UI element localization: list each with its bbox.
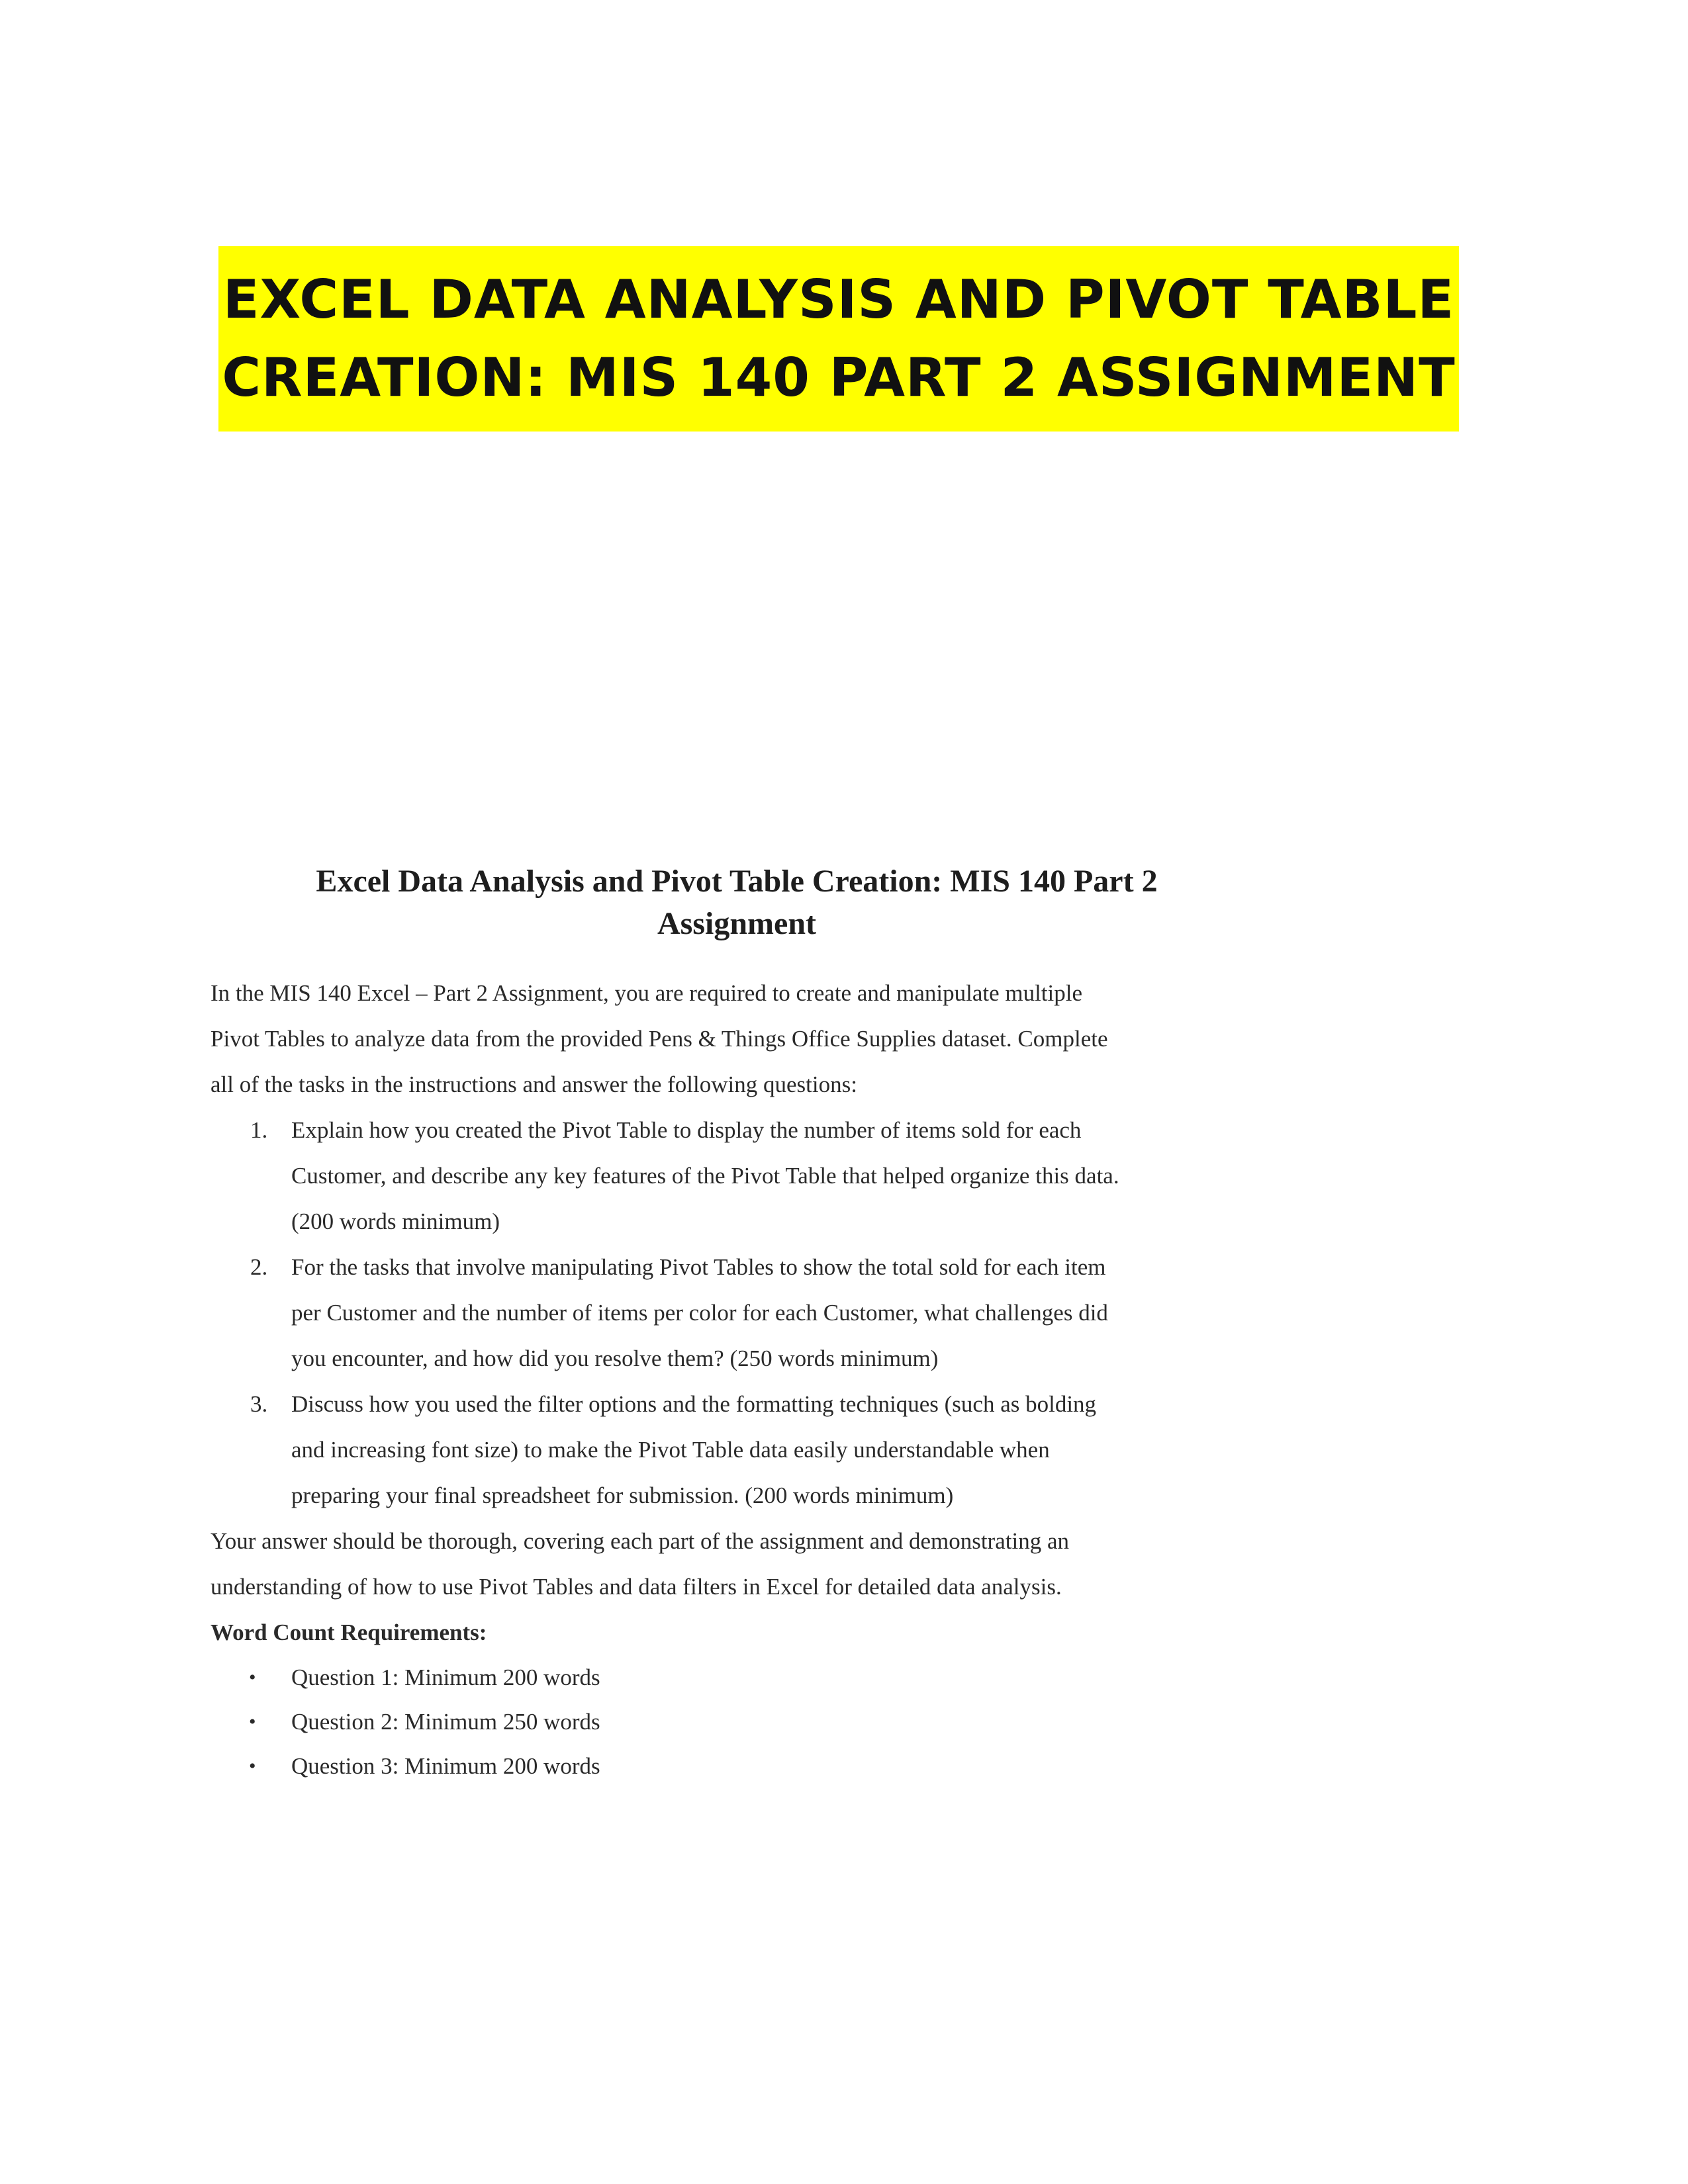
question-line: Explain how you created the Pivot Table to display the number of items sold for each [291, 1117, 1082, 1143]
question-item-3 [211, 1381, 1263, 1518]
question-line: (200 words minimum) [291, 1208, 500, 1234]
question-number: 2. [250, 1254, 268, 1280]
intro-line: Pivot Tables to analyze data from the provided Pens & Things Office Supplies dataset. Complete [211, 1026, 1108, 1052]
word-count-list [211, 1655, 1263, 1788]
word-count-text: Question 2: Minimum 250 words [291, 1709, 600, 1735]
closing-paragraph [211, 1518, 1263, 1610]
question-line: For the tasks that involve manipulating Pivot Tables to show the total sold for each item [291, 1254, 1106, 1280]
bullet-icon: • [249, 1666, 256, 1688]
intro-line: In the MIS 140 Excel – Part 2 Assignment, you are required to create and manipulate multiple [211, 980, 1083, 1006]
word-count-text: Question 1: Minimum 200 words [291, 1664, 600, 1690]
question-item-1 [211, 1107, 1263, 1244]
word-count-item [211, 1655, 1263, 1700]
question-number: 1. [250, 1117, 268, 1143]
document-title-line-2: Assignment [657, 906, 817, 941]
bullet-icon: • [249, 1711, 256, 1733]
bullet-icon: • [249, 1755, 256, 1777]
closing-line: Your answer should be thorough, covering each part of the assignment and demonstrating an [211, 1528, 1069, 1554]
question-line: per Customer and the number of items per color for each Customer, what challenges did [291, 1300, 1108, 1326]
question-line: you encounter, and how did you resolve them? (250 words minimum) [291, 1345, 939, 1371]
question-line: preparing your final spreadsheet for submission. (200 words minimum) [291, 1482, 954, 1508]
question-line: and increasing font size) to make the Pivot Table data easily understandable when [291, 1437, 1050, 1463]
document-title-line-1: Excel Data Analysis and Pivot Table Creation: MIS 140 Part 2 [316, 864, 1158, 899]
question-line: Discuss how you used the filter options and the formatting techniques (such as bolding [291, 1391, 1097, 1417]
intro-line: all of the tasks in the instructions and answer the following questions: [211, 1071, 857, 1097]
word-count-item [211, 1700, 1263, 1744]
question-number: 3. [250, 1391, 268, 1417]
word-count-item [211, 1744, 1263, 1788]
word-count-heading: Word Count Requirements: [211, 1619, 487, 1645]
question-list [211, 1107, 1263, 1518]
closing-line: understanding of how to use Pivot Tables and data filters in Excel for detailed data analysis. [211, 1574, 1062, 1600]
title-banner [218, 246, 1459, 432]
intro-paragraph [211, 970, 1263, 1107]
banner-title-line-1: EXCEL DATA ANALYSIS AND PIVOT TABLE [222, 269, 1455, 330]
document-page-preview [211, 860, 1263, 1788]
document-title [211, 860, 1263, 945]
banner-title-line-2: CREATION: MIS 140 PART 2 ASSIGNMENT [222, 347, 1456, 408]
word-count-text: Question 3: Minimum 200 words [291, 1753, 600, 1779]
question-item-2 [211, 1244, 1263, 1381]
question-line: Customer, and describe any key features of the Pivot Table that helped organize this data. [291, 1163, 1119, 1189]
